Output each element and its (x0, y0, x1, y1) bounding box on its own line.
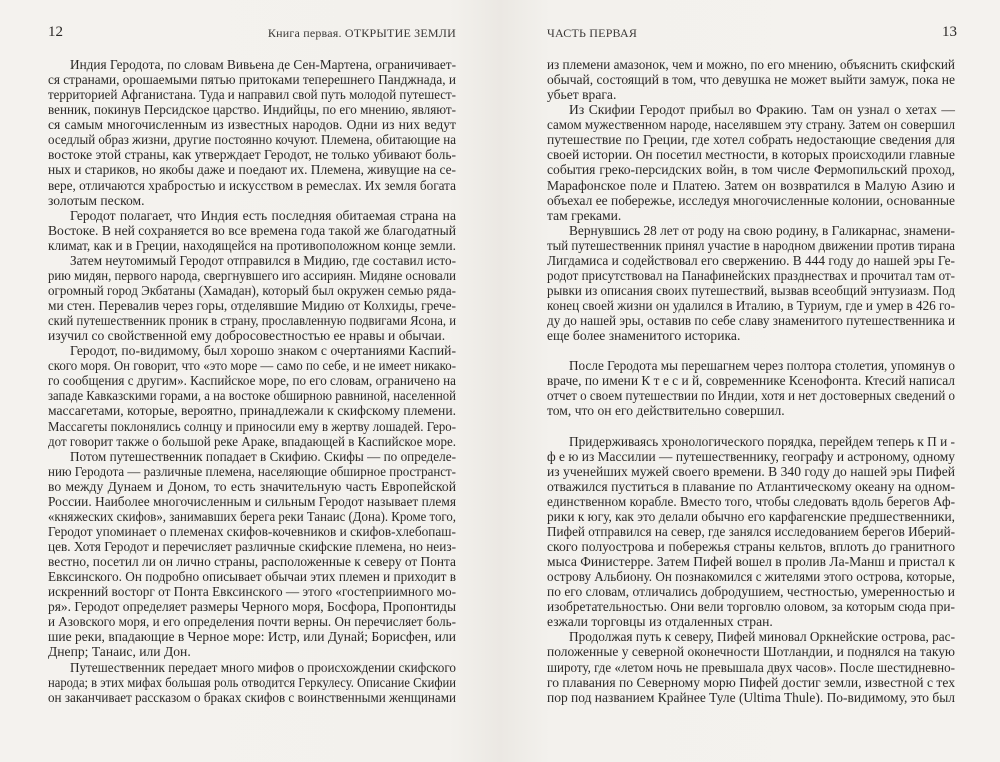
text-line-content: там греками. (547, 207, 622, 223)
text-line-content: и Азовского моря, и его определения почти верны. Он перечисляет боль- (48, 614, 456, 630)
text-line (48, 464, 456, 479)
text-line (547, 403, 955, 418)
text-line-content: враче, по имени К т е с и й, современнике Ксенофонта. Ктесий написал (547, 373, 955, 389)
text-line-content: востоке этой страны, как утверждает Геродот, не только убивают боль- (48, 147, 456, 163)
text-column (48, 57, 456, 705)
text-line-content: рывки из описания своих путешествий, вызвав всеобщий энтузиазм. Под (547, 282, 955, 298)
text-line-content: обычай, состоящий в том, что девушка не может выйти замуж, пока не (547, 72, 955, 88)
text-line-content: еще более знаменитого историка. (547, 328, 741, 344)
text-line (547, 223, 955, 238)
text-line (48, 208, 456, 223)
text-line-content: Путешественник передает много мифов о происхождении скифского (70, 659, 456, 675)
text-line-content: ского моря. Он говорит, что «это море — само по себе, и не имеет никако- (48, 358, 456, 374)
text-line (547, 162, 955, 177)
text-line (547, 434, 955, 449)
paragraph (48, 660, 456, 705)
text-line (48, 419, 456, 434)
text-line (48, 193, 456, 208)
text-line (48, 132, 456, 147)
text-line (547, 208, 955, 223)
text-line (48, 554, 456, 569)
text-line-content: дот говорит также о большой реке Араке, впадающей в Каспийское море. (48, 433, 456, 449)
text-line (547, 328, 955, 343)
paragraph (48, 208, 456, 253)
text-line-content: ных и стариков, но якобы даже и поедают их. Племена, живущие на се- (48, 162, 456, 178)
text-line (48, 403, 456, 418)
text-line (547, 584, 955, 599)
text-line-content: го сообщения с другим». Каспийское море, по его словам, ограничено на (48, 373, 456, 389)
text-line-content: том, что он его действительно совершил. (547, 403, 785, 419)
text-line-content: нию Геродота — различные племена, населяющие обширное пространст- (48, 463, 456, 479)
text-line-content: Геродот полагает, что Индия есть последняя обитаемая страна на (70, 207, 456, 223)
text-line (48, 644, 456, 659)
text-line-content: После Геродота мы перешагнем через полтора столетия, упомянув о (569, 358, 955, 374)
text-line (48, 509, 456, 524)
text-line (547, 283, 955, 298)
text-line (48, 223, 456, 238)
text-line (48, 569, 456, 584)
text-line (48, 660, 456, 675)
text-line-content: Потом путешественник попадает в Скифию. Скифы — по определе- (70, 448, 456, 464)
text-line (547, 238, 955, 253)
text-line-content: ду до нашей эры, оставив по себе славу знаменитого путешественника и (547, 313, 955, 329)
text-line-content: изобретательностью. Они вели торговлю оловом, за которым сюда при- (547, 599, 955, 615)
text-line (48, 147, 456, 162)
text-line (48, 253, 456, 268)
text-line (48, 268, 456, 283)
text-line (48, 178, 456, 193)
text-line-content: шие реки, впадающие в Черное море: Истр, или Дунай; Борисфен, или (48, 629, 456, 645)
text-line-content: своей истории. Он посетил местности, в которых происходили главные (547, 147, 955, 163)
text-line-content: Марафонское поле и Платею. Затем он возвратился в Малую Азию и (547, 177, 955, 193)
text-line (48, 358, 456, 373)
text-line-content: народа; в этих мифах большая роль отводится Геркулесу. Описание Скифии (48, 674, 456, 690)
text-line-content: Пифей отправился на север, где занялся исследованием берегов Иберий- (547, 523, 955, 539)
text-line-content: пор под названием Крайнее Туле (Ultima Thule). По-видимому, это был (547, 689, 955, 705)
text-line (547, 494, 955, 509)
text-line (547, 464, 955, 479)
text-line (547, 479, 955, 494)
text-line-content: искренний восторг от Понта Евксинского — этого «гостеприимного мо- (48, 584, 456, 600)
text-line (48, 57, 456, 72)
text-line (48, 629, 456, 644)
text-line-content: отчет о своем путешествии по Индии, хотя и нет достоверных сведений о (547, 388, 955, 404)
text-line (48, 298, 456, 313)
text-line-content: он заканчивает рассказом о браках скифов с воинственными женщинами (48, 689, 456, 705)
text-line-content: положенные у северной оконечности Шотландии, и поднялся на такую (547, 644, 955, 660)
text-line-content: территорией Афганистана. Туда и направил свой путь молодой путешест- (48, 87, 456, 103)
text-column (547, 57, 955, 705)
text-line (547, 117, 955, 132)
text-line (48, 539, 456, 554)
text-line (48, 328, 456, 343)
text-line (547, 539, 955, 554)
text-line-content: отважился пуститься в плавание по Атлантическому океану на одном- (547, 478, 955, 494)
text-line-content: путешествие по Греции, где хотел собрать недостающие сведения для (547, 132, 955, 148)
text-line-content: езжали торговцы из отдаленных стран. (547, 614, 773, 630)
text-line (547, 373, 955, 388)
paragraph (48, 57, 456, 208)
text-line-content: Из Скифии Геродот прибыл во Фракию. Там он узнал о хетах — (569, 102, 955, 118)
text-line (547, 524, 955, 539)
text-line-content: ся самым многочисленным из известных народов. Одни из них ведут (48, 117, 456, 133)
text-line (48, 87, 456, 102)
text-line-content: вере, отличаются храбростью и искусством в ремеслах. Их земля богата (48, 177, 456, 193)
text-line-content: объехал ее побережье, исследуя многочисленные колонии, основанные (547, 192, 955, 208)
text-line (48, 584, 456, 599)
text-line-content: вестно, посетил ли он лично страны, расположенные к северу от Понта (48, 554, 456, 570)
text-line (48, 690, 456, 705)
page-number: 13 (942, 24, 957, 40)
text-line (547, 298, 955, 313)
text-line (547, 178, 955, 193)
text-line-content: ский путешественник проник в страну, прославленную подвигами Ясона, и (48, 313, 456, 329)
text-line-content: конец своей жизни он удалился в Италию, в Туриум, где и умер в 426 го- (547, 298, 955, 313)
text-line-content: ря». Геродот определяет размеры Черного моря, Босфора, Пропонтиды (48, 599, 456, 615)
text-line-content: «княжеских скифов», занимавших берега реки Танаис (Дона). Кроме того, (48, 508, 456, 524)
text-line-content: ского полуострова и побережья страны кельтов, вплоть до гранитного (547, 539, 955, 554)
paragraph (48, 449, 456, 660)
paragraph (547, 102, 955, 223)
text-line-content: по его словам, отличались добродушием, честностью, умеренностью и (547, 584, 955, 600)
text-line-content: Востоке. В ней сохраняется во все времена года такой же благодатный (48, 222, 456, 238)
text-line-content: ся странами, орошаемыми пятью притоками теперешнего Панджнада, и (48, 72, 456, 88)
text-line-content: события греко-персидских войн, в том числе Фермопильский проход, (547, 162, 955, 178)
text-line (48, 675, 456, 690)
text-line-content: Геродот упоминает о племенах скифов-кочевников и скифов-хлебопаш- (48, 523, 456, 539)
text-line-content: золотым песком. (48, 192, 145, 208)
text-line (48, 117, 456, 132)
text-line-content: острову Альбиону. Он познакомился с жителями этого острова, которые, (547, 569, 955, 585)
text-line (48, 479, 456, 494)
paragraph (48, 253, 456, 343)
text-line-content: России. Наиболее многочисленным и сильным Геродот называет племя (48, 493, 456, 509)
text-line (547, 253, 955, 268)
text-line-content: Лигдамиса и содействовал его свержению. В 444 году до нашей эры Ге- (547, 252, 955, 268)
text-line (48, 388, 456, 403)
text-line (48, 524, 456, 539)
text-line-content: климат, как и в Греции, находящейся на противоположном конце земли. (48, 237, 456, 253)
text-line (547, 313, 955, 328)
text-line-content: Геродот, по-видимому, был хорошо знаком с очертаниями Каспий- (70, 343, 456, 359)
text-line (48, 599, 456, 614)
text-line-content: Затем неутомимый Геродот отправился в Мидию, где составил исто- (70, 252, 456, 268)
text-line (547, 599, 955, 614)
paragraph (48, 343, 456, 448)
text-line-content: Днепр; Танаис, или Дон. (48, 644, 191, 660)
text-line (547, 87, 955, 102)
text-line (547, 102, 955, 117)
text-line (547, 449, 955, 464)
text-line-content: венник, покинув Персидское царство. Индийцы, по его мнению, являют- (48, 102, 456, 118)
text-line (48, 494, 456, 509)
text-line-content: мыса Финистерре. Затем Пифей вошел в пролив Ла-Манш и пристал к (547, 554, 955, 570)
paragraph (547, 629, 955, 704)
text-line-content: из ученейших мужей своего времени. В 340 году до нашей эры Пифей (547, 463, 955, 479)
text-line-content: западе Кавказскими горами, а на востоке обширною равниной, населенной (48, 388, 456, 404)
text-line-content: единственном корабле. Вместо того, чтобы следовать вдоль берегов Аф- (547, 493, 955, 509)
text-line (48, 343, 456, 358)
paragraph (547, 358, 955, 418)
text-line-content: Придерживаясь хронологического порядка, перейдем теперь к П и - (569, 433, 955, 449)
running-head: Книга первая. ОТКРЫТИЕ ЗЕМЛИ (267, 26, 456, 40)
text-line (48, 283, 456, 298)
text-line (547, 147, 955, 162)
text-line-content: цев. Хотя Геродот и перечисляет различные скифские племена, но неиз- (48, 539, 456, 554)
paragraph (547, 223, 955, 344)
text-line-content: изучил со свойственной ему добросовестностью ее нравы и обычаи. (48, 328, 446, 344)
text-line (48, 72, 456, 87)
text-line (547, 660, 955, 675)
text-line-content: ми стен. Перевалив через горы, отделявшие Мидию от Колхиды, грече- (48, 298, 456, 313)
text-line (547, 614, 955, 629)
text-line (48, 373, 456, 388)
text-line (547, 644, 955, 659)
text-line-content: массагетами, которые, вероятно, принадлежали к скифскому племени. (48, 403, 456, 419)
text-line-content: ф е ю из Массилии — путешественнику, географу и астроному, одному (547, 448, 955, 464)
text-line (547, 72, 955, 87)
right-page (500, 0, 1000, 762)
text-line-content: Евксинского. Он подробно описывает обычаи этих племен и приходит в (48, 569, 456, 585)
text-line-content: из племени амазонок, чем и можно, по его мнению, объяснить скифский (547, 57, 955, 72)
text-line (48, 102, 456, 117)
text-line (547, 388, 955, 403)
text-line (547, 690, 955, 705)
text-line (48, 449, 456, 464)
text-line-content: го плавания по Северному морю Пифей достиг земли, известной с тех (547, 674, 955, 690)
text-line-content: во между Дунаем и Доном, то есть значительную часть Европейской (48, 478, 456, 494)
text-line (48, 434, 456, 449)
text-line-content: убьет врага. (547, 87, 617, 103)
text-line (48, 313, 456, 328)
text-line-content: Продолжая путь к северу, Пифей миновал Оркнейские острова, рас- (569, 629, 955, 645)
paragraph (547, 434, 955, 630)
text-line (547, 675, 955, 690)
text-line-content: огромный город Экбатаны (Хамадан), который был окружен семью ряда- (48, 282, 456, 298)
page-number: 12 (48, 24, 63, 40)
text-line (547, 569, 955, 584)
text-line (547, 193, 955, 208)
text-line (547, 57, 955, 72)
text-line (547, 629, 955, 644)
text-line-content: тый путешественник принял участие в народном движении против тирана (547, 237, 955, 253)
text-line (48, 238, 456, 253)
text-line (48, 614, 456, 629)
text-line (547, 132, 955, 147)
text-line-content: родот присутствовал на Панафинейских празднествах и прочитал там от- (547, 267, 955, 283)
paragraph (547, 57, 955, 102)
text-line-content: оседлый образ жизни, другие постоянно кочуют. Племена, обитающие на (48, 132, 456, 148)
text-line (547, 509, 955, 524)
text-line-content: Вернувшись 28 лет от роду на свою родину, в Галикарнас, знамени- (569, 222, 955, 238)
text-line-content: Индия Геродота, по словам Вивьена де Сен-Мартена, ограничивает- (70, 57, 456, 72)
text-line-content: рики к югу, как это делали обычно его карфагенские предшественники, (547, 508, 955, 524)
text-line (547, 358, 955, 373)
text-line-content: самом мужественном народе, населявшем эту страну. Затем он совершил (547, 117, 955, 133)
text-line-content: рию мидян, первого народа, свергнувшего иго ассириян. Мидяне основали (48, 267, 456, 283)
text-line (547, 268, 955, 283)
text-line (547, 554, 955, 569)
running-head: ЧАСТЬ ПЕРВАЯ (547, 26, 638, 40)
text-line (48, 162, 456, 177)
text-line-content: широту, где «летом ночь не превышала двух часов». После шестидневно- (547, 659, 955, 675)
text-line-content: Массагеты поклонялись солнцу и приносили ему в жертву лошадей. Геро- (48, 418, 456, 434)
